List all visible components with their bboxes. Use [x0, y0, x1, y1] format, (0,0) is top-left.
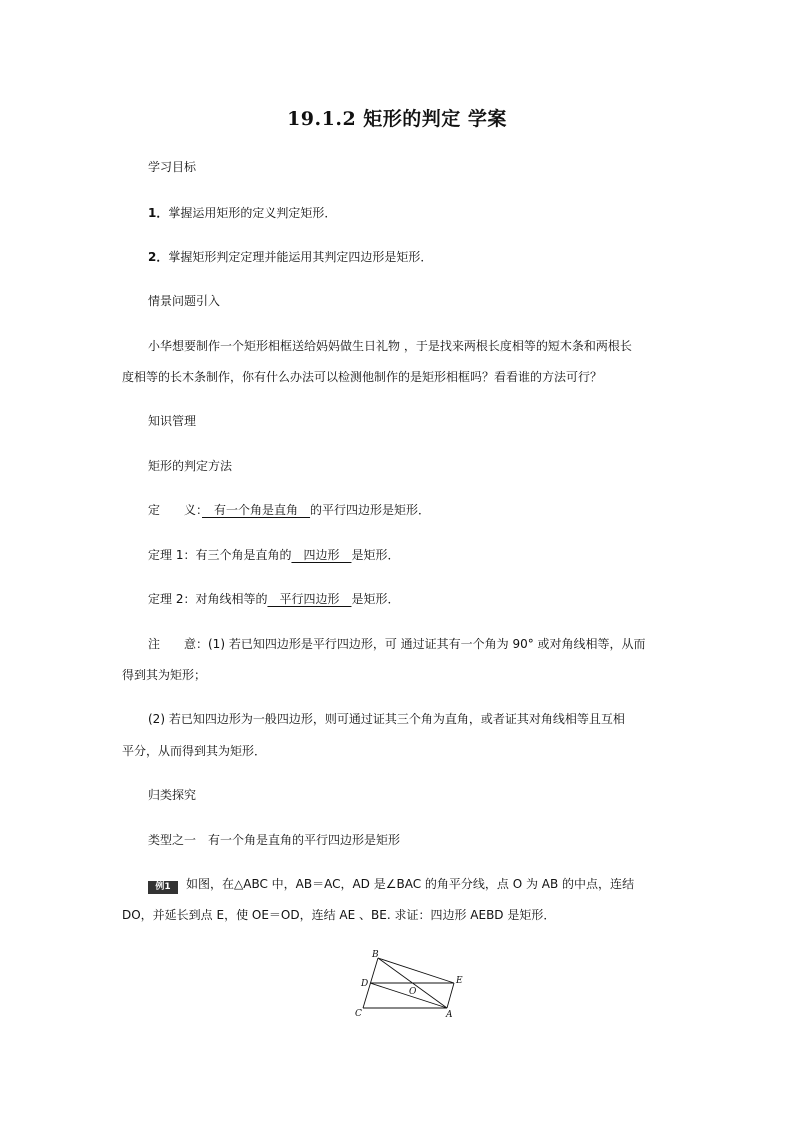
label-b: B: [372, 950, 379, 960]
definition-label: 定 义：: [148, 503, 203, 517]
intro-heading: 情景问题引入: [148, 294, 221, 308]
objective-item-2: [148, 249, 432, 265]
label-e: E: [456, 976, 463, 986]
definition-answer-blank: 有一个角是直角: [202, 503, 311, 517]
explore-heading: 归类探究: [148, 788, 197, 802]
note-2-line-1: (2) 若已知四边形为一般四边形，则可通过证其三个角为直角，或者证其对角线相等且互相: [148, 712, 625, 726]
example-1-line-1: [148, 876, 634, 894]
knowledge-subheading: 矩形的判定方法: [148, 459, 233, 473]
theorem-2-answer-blank: 平行四边形: [267, 592, 352, 606]
definition-line: [148, 502, 430, 518]
label-a: A: [446, 1010, 453, 1020]
note-2-line-2: 平分，从而得到其为矩形．: [122, 744, 267, 758]
theorem-1-answer-blank: 四边形: [291, 548, 352, 562]
objective-item-1: [148, 205, 336, 221]
note-1-line-2: 得到其为矩形；: [122, 668, 207, 682]
label-o: O: [409, 987, 417, 997]
objective-number: 2．: [148, 250, 169, 264]
theorem-2-label: 定理 2：对角线相等的: [148, 592, 268, 606]
example-badge: 例1: [148, 881, 178, 894]
theorem-1-line: [148, 547, 399, 563]
definition-rest: 的平行四边形是矩形．: [310, 503, 431, 517]
theorem-1-label: 定理 1：有三个角是直角的: [148, 548, 292, 562]
segment-ea: [447, 983, 454, 1008]
objectives-heading: 学习目标: [148, 160, 197, 174]
example-text: 如图，在△ABC 中，AB＝AC，AD 是∠BAC 的角平分线，点 O 为 AB 的中点，连结: [186, 877, 635, 891]
page-title: 19.1.2 矩形的判定 学案: [287, 108, 507, 130]
objective-number: 1．: [148, 206, 169, 220]
knowledge-heading: 知识管理: [148, 414, 197, 428]
label-c: C: [355, 1009, 362, 1019]
geometry-figure: [350, 948, 468, 1020]
objective-text: 掌握运用矩形的定义判定矩形．: [168, 206, 337, 220]
intro-line-2: 度相等的长木条制作，你有什么办法可以检测他制作的是矩形相框吗？看看谁的方法可行？: [122, 370, 603, 384]
note-1-line-1: 注 意：(1) 若已知四边形是平行四边形，可 通过证其有一个角为 90° 或对角线相等，从而: [148, 637, 646, 651]
intro-line-1: 小华想要制作一个矩形相框送给妈妈做生日礼物 ，于是找来两根长度相等的短木条和两根长: [148, 339, 632, 353]
theorem-1-rest: 是矩形．: [351, 548, 400, 562]
type-1-heading: 类型之一 有一个角是直角的平行四边形是矩形: [148, 833, 401, 847]
objective-text: 掌握矩形判定定理并能运用其判定四边形是矩形．: [168, 250, 433, 264]
theorem-2-rest: 是矩形．: [351, 592, 400, 606]
theorem-2-line: [148, 591, 399, 607]
segment-be: [378, 958, 454, 983]
label-d: D: [361, 979, 369, 989]
example-1-line-2: DO，并延长到点 E，使 OE＝OD，连结 AE 、BE. 求证：四边形 AEBD 是矩形．: [122, 908, 556, 922]
